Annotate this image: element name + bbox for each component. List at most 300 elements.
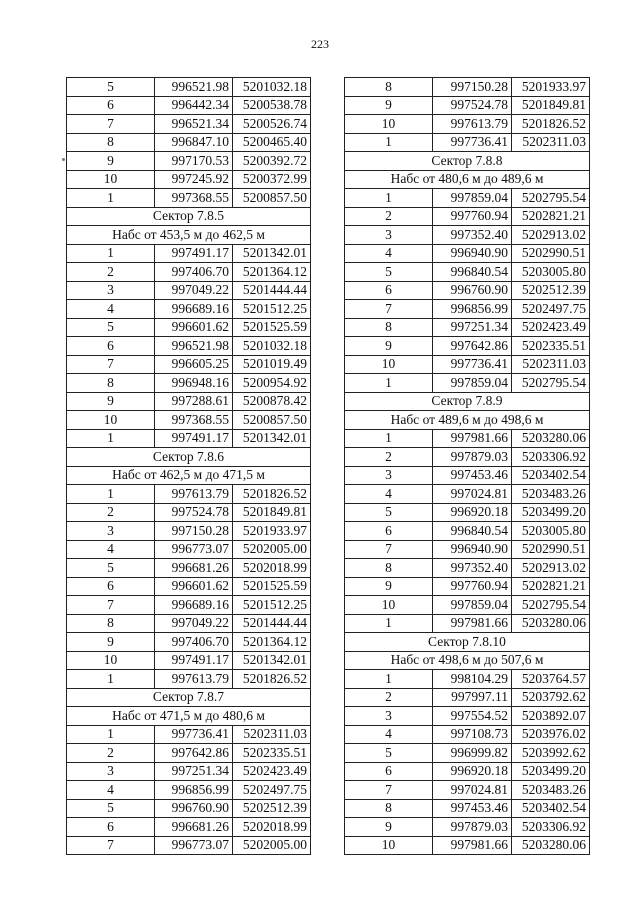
y-coordinate-cell: 5200538.78	[233, 96, 311, 115]
x-coordinate-cell: 997879.03	[433, 448, 512, 467]
x-coordinate-cell: 997491.17	[155, 244, 233, 263]
x-coordinate-cell: 997251.34	[433, 318, 512, 337]
y-coordinate-cell: 5202913.02	[512, 559, 590, 578]
point-number-cell: 9	[67, 152, 155, 171]
coordinate-row	[345, 781, 590, 800]
point-number-cell: 3	[345, 707, 433, 726]
x-coordinate-cell: 997981.66	[433, 614, 512, 633]
sector-heading: Сектор 7.8.10	[345, 633, 590, 652]
x-coordinate-cell: 997368.55	[155, 411, 233, 430]
x-coordinate-cell: 997736.41	[433, 355, 512, 374]
coordinate-row	[67, 429, 311, 448]
x-coordinate-cell: 997024.81	[433, 485, 512, 504]
point-number-cell: 2	[67, 263, 155, 282]
point-number-cell: 7	[345, 781, 433, 800]
point-number-cell: 1	[345, 133, 433, 152]
coordinate-row	[345, 133, 590, 152]
coordinate-row	[67, 78, 311, 97]
coordinate-row	[67, 244, 311, 263]
coordinate-row	[345, 522, 590, 541]
y-coordinate-cell: 5201364.12	[233, 263, 311, 282]
left-coordinates-column	[66, 77, 311, 855]
y-coordinate-cell: 5201364.12	[233, 633, 311, 652]
point-number-cell: 6	[345, 762, 433, 781]
y-coordinate-cell: 5202512.39	[233, 799, 311, 818]
y-coordinate-cell: 5203992.62	[512, 744, 590, 763]
point-number-cell: 6	[67, 96, 155, 115]
y-coordinate-cell: 5202423.49	[512, 318, 590, 337]
y-coordinate-cell: 5202018.99	[233, 559, 311, 578]
x-coordinate-cell: 996521.34	[155, 115, 233, 134]
coordinate-row	[67, 115, 311, 134]
point-number-cell: 2	[67, 503, 155, 522]
coordinate-row	[67, 781, 311, 800]
sector-heading-row	[67, 207, 311, 226]
coordinate-row	[67, 725, 311, 744]
y-coordinate-cell: 5202311.03	[233, 725, 311, 744]
point-number-cell: 5	[67, 799, 155, 818]
x-coordinate-cell: 996521.98	[155, 337, 233, 356]
coordinate-row	[67, 485, 311, 504]
coordinate-row	[345, 836, 590, 855]
x-coordinate-cell: 996856.99	[433, 300, 512, 319]
x-coordinate-cell: 997406.70	[155, 263, 233, 282]
coordinate-row	[345, 744, 590, 763]
point-number-cell: 1	[67, 485, 155, 504]
coordinate-row	[345, 337, 590, 356]
right-coordinates-table	[344, 77, 590, 855]
coordinate-row	[67, 355, 311, 374]
x-coordinate-cell: 997613.79	[155, 485, 233, 504]
y-coordinate-cell: 5201444.44	[233, 281, 311, 300]
point-number-cell: 6	[67, 818, 155, 837]
coordinate-row	[345, 189, 590, 208]
x-coordinate-cell: 996521.98	[155, 78, 233, 97]
x-coordinate-cell: 997736.41	[155, 725, 233, 744]
point-number-cell: 6	[67, 337, 155, 356]
point-number-cell: 6	[67, 577, 155, 596]
point-number-cell: 5	[67, 318, 155, 337]
point-number-cell: 1	[345, 374, 433, 393]
point-number-cell: 10	[345, 836, 433, 855]
point-number-cell: 7	[67, 836, 155, 855]
point-number-cell: 5	[67, 559, 155, 578]
coordinate-row	[67, 836, 311, 855]
y-coordinate-cell: 5201849.81	[512, 96, 590, 115]
point-number-cell: 3	[67, 522, 155, 541]
sector-heading-row	[345, 651, 590, 670]
y-coordinate-cell: 5201525.59	[233, 577, 311, 596]
x-coordinate-cell: 997760.94	[433, 577, 512, 596]
coordinate-row	[67, 614, 311, 633]
x-coordinate-cell: 997524.78	[155, 503, 233, 522]
point-number-cell: 3	[345, 466, 433, 485]
x-coordinate-cell: 997245.92	[155, 170, 233, 189]
coordinate-row	[67, 96, 311, 115]
y-coordinate-cell: 5201933.97	[233, 522, 311, 541]
x-coordinate-cell: 997760.94	[433, 207, 512, 226]
coordinate-row	[345, 503, 590, 522]
coordinate-row	[345, 448, 590, 467]
y-coordinate-cell: 5202335.51	[233, 744, 311, 763]
point-number-cell: 8	[67, 614, 155, 633]
x-coordinate-cell: 997642.86	[433, 337, 512, 356]
coordinate-row	[67, 318, 311, 337]
x-coordinate-cell: 997613.79	[155, 670, 233, 689]
point-number-cell: 3	[345, 226, 433, 245]
x-coordinate-cell: 997642.86	[155, 744, 233, 763]
x-coordinate-cell: 996840.54	[433, 263, 512, 282]
sector-heading: Сектор 7.8.6	[67, 448, 311, 467]
coordinate-row	[345, 374, 590, 393]
y-coordinate-cell: 5201826.52	[233, 670, 311, 689]
y-coordinate-cell: 5202990.51	[512, 244, 590, 263]
y-coordinate-cell: 5201525.59	[233, 318, 311, 337]
point-number-cell: 7	[67, 596, 155, 615]
point-number-cell: 9	[345, 337, 433, 356]
y-coordinate-cell: 5203280.06	[512, 614, 590, 633]
coordinate-row	[345, 577, 590, 596]
point-number-cell: 7	[345, 300, 433, 319]
y-coordinate-cell: 5201849.81	[233, 503, 311, 522]
sector-heading: Набс от 489,6 м до 498,6 м	[345, 411, 590, 430]
coordinate-row	[67, 559, 311, 578]
coordinate-row	[67, 596, 311, 615]
x-coordinate-cell: 997049.22	[155, 281, 233, 300]
point-number-cell: 4	[67, 300, 155, 319]
point-number-cell: 8	[345, 78, 433, 97]
x-coordinate-cell: 997352.40	[433, 559, 512, 578]
y-coordinate-cell: 5201826.52	[233, 485, 311, 504]
y-coordinate-cell: 5201019.49	[233, 355, 311, 374]
x-coordinate-cell: 998104.29	[433, 670, 512, 689]
y-coordinate-cell: 5203792.62	[512, 688, 590, 707]
point-number-cell: 7	[67, 115, 155, 134]
point-number-cell: 10	[345, 596, 433, 615]
coordinate-row	[67, 633, 311, 652]
x-coordinate-cell: 996773.07	[155, 540, 233, 559]
coordinate-row	[67, 540, 311, 559]
point-number-cell: 6	[345, 522, 433, 541]
x-coordinate-cell: 997491.17	[155, 651, 233, 670]
y-coordinate-cell: 5201342.01	[233, 244, 311, 263]
x-coordinate-cell: 996920.18	[433, 762, 512, 781]
coordinate-row	[67, 189, 311, 208]
sector-heading: Набс от 462,5 м до 471,5 м	[67, 466, 311, 485]
x-coordinate-cell: 997879.03	[433, 818, 512, 837]
coordinate-row	[345, 244, 590, 263]
sector-heading: Набс от 498,6 м до 507,6 м	[345, 651, 590, 670]
point-number-cell: 9	[67, 392, 155, 411]
point-number-cell: 9	[345, 577, 433, 596]
sector-heading-row	[67, 448, 311, 467]
point-number-cell: 6	[345, 281, 433, 300]
coordinate-row	[67, 133, 311, 152]
y-coordinate-cell: 5202005.00	[233, 540, 311, 559]
coordinate-row	[345, 226, 590, 245]
x-coordinate-cell: 997554.52	[433, 707, 512, 726]
coordinate-row	[345, 725, 590, 744]
sector-heading: Сектор 7.8.5	[67, 207, 311, 226]
sector-heading-row	[67, 226, 311, 245]
point-number-cell: 2	[345, 207, 433, 226]
x-coordinate-cell: 996940.90	[433, 244, 512, 263]
x-coordinate-cell: 996773.07	[155, 836, 233, 855]
point-number-cell: 1	[67, 244, 155, 263]
sector-heading-row	[67, 707, 311, 726]
y-coordinate-cell: 5203005.80	[512, 263, 590, 282]
x-coordinate-cell: 997170.53	[155, 152, 233, 171]
coordinate-row	[67, 411, 311, 430]
y-coordinate-cell: 5202311.03	[512, 133, 590, 152]
y-coordinate-cell: 5201933.97	[512, 78, 590, 97]
y-coordinate-cell: 5202018.99	[233, 818, 311, 837]
x-coordinate-cell: 997997.11	[433, 688, 512, 707]
y-coordinate-cell: 5201032.18	[233, 337, 311, 356]
x-coordinate-cell: 996847.10	[155, 133, 233, 152]
coordinate-row	[67, 762, 311, 781]
point-number-cell: 9	[345, 818, 433, 837]
sector-heading-row	[345, 633, 590, 652]
sector-heading: Сектор 7.8.7	[67, 688, 311, 707]
coordinate-row	[67, 300, 311, 319]
point-number-cell: 2	[345, 688, 433, 707]
x-coordinate-cell: 997288.61	[155, 392, 233, 411]
y-coordinate-cell: 5200857.50	[233, 411, 311, 430]
left-coordinates-table	[66, 77, 311, 855]
x-coordinate-cell: 997981.66	[433, 836, 512, 855]
sector-heading-row	[345, 411, 590, 430]
point-number-cell: 10	[67, 411, 155, 430]
coordinate-row	[345, 207, 590, 226]
x-coordinate-cell: 997150.28	[155, 522, 233, 541]
coordinate-row	[345, 96, 590, 115]
y-coordinate-cell: 5202512.39	[512, 281, 590, 300]
sector-heading: Набс от 480,6 м до 489,6 м	[345, 170, 590, 189]
coordinate-row	[345, 818, 590, 837]
point-number-cell: 8	[67, 133, 155, 152]
x-coordinate-cell: 996920.18	[433, 503, 512, 522]
right-coordinates-column	[344, 77, 590, 855]
x-coordinate-cell: 996601.62	[155, 577, 233, 596]
y-coordinate-cell: 5200372.99	[233, 170, 311, 189]
coordinate-row	[345, 596, 590, 615]
x-coordinate-cell: 997368.55	[155, 189, 233, 208]
sector-heading-row	[345, 170, 590, 189]
y-coordinate-cell: 5202497.75	[233, 781, 311, 800]
coordinate-row	[67, 337, 311, 356]
point-number-cell: 1	[345, 429, 433, 448]
point-number-cell: 7	[345, 540, 433, 559]
point-number-cell: 4	[345, 725, 433, 744]
coordinate-row	[345, 799, 590, 818]
x-coordinate-cell: 996999.82	[433, 744, 512, 763]
coordinate-row	[67, 374, 311, 393]
x-coordinate-cell: 996442.34	[155, 96, 233, 115]
point-number-cell: 3	[67, 762, 155, 781]
x-coordinate-cell: 997613.79	[433, 115, 512, 134]
sector-heading: Набс от 453,5 м до 462,5 м	[67, 226, 311, 245]
point-number-cell: 8	[345, 318, 433, 337]
x-coordinate-cell: 997736.41	[433, 133, 512, 152]
y-coordinate-cell: 5201512.25	[233, 300, 311, 319]
coordinate-row	[67, 522, 311, 541]
point-number-cell: 10	[67, 651, 155, 670]
x-coordinate-cell: 996605.25	[155, 355, 233, 374]
coordinate-row	[67, 744, 311, 763]
point-number-cell: 10	[67, 170, 155, 189]
y-coordinate-cell: 5201826.52	[512, 115, 590, 134]
coordinate-row	[67, 170, 311, 189]
coordinate-row	[67, 503, 311, 522]
point-number-cell: 3	[67, 281, 155, 300]
coordinate-row	[67, 281, 311, 300]
point-number-cell: 2	[345, 448, 433, 467]
x-coordinate-cell: 996689.16	[155, 596, 233, 615]
y-coordinate-cell: 5203280.06	[512, 836, 590, 855]
x-coordinate-cell: 997524.78	[433, 96, 512, 115]
x-coordinate-cell: 997859.04	[433, 374, 512, 393]
y-coordinate-cell: 5203306.92	[512, 448, 590, 467]
point-number-cell: 4	[345, 244, 433, 263]
y-coordinate-cell: 5202913.02	[512, 226, 590, 245]
coordinate-row	[67, 818, 311, 837]
point-number-cell: 5	[67, 78, 155, 97]
sector-heading: Сектор 7.8.8	[345, 152, 590, 171]
page-number: 223	[311, 37, 329, 51]
y-coordinate-cell: 5203483.26	[512, 781, 590, 800]
x-coordinate-cell: 996760.90	[433, 281, 512, 300]
x-coordinate-cell: 996681.26	[155, 818, 233, 837]
x-coordinate-cell: 997453.46	[433, 466, 512, 485]
y-coordinate-cell: 5202990.51	[512, 540, 590, 559]
y-coordinate-cell: 5203005.80	[512, 522, 590, 541]
coordinate-row	[67, 670, 311, 689]
x-coordinate-cell: 997049.22	[155, 614, 233, 633]
y-coordinate-cell: 5202423.49	[233, 762, 311, 781]
scan-mark	[62, 158, 65, 161]
x-coordinate-cell: 996948.16	[155, 374, 233, 393]
y-coordinate-cell: 5200526.74	[233, 115, 311, 134]
y-coordinate-cell: 5202821.21	[512, 577, 590, 596]
y-coordinate-cell: 5203280.06	[512, 429, 590, 448]
sector-heading-row	[67, 688, 311, 707]
sector-heading-row	[345, 392, 590, 411]
y-coordinate-cell: 5202795.54	[512, 374, 590, 393]
x-coordinate-cell: 997406.70	[155, 633, 233, 652]
point-number-cell: 2	[67, 744, 155, 763]
sector-heading-row	[345, 152, 590, 171]
x-coordinate-cell: 996940.90	[433, 540, 512, 559]
coordinate-row	[345, 355, 590, 374]
coordinate-row	[345, 614, 590, 633]
point-number-cell: 5	[345, 263, 433, 282]
point-number-cell: 7	[67, 355, 155, 374]
coordinate-row	[345, 688, 590, 707]
point-number-cell: 10	[345, 355, 433, 374]
y-coordinate-cell: 5202335.51	[512, 337, 590, 356]
coordinate-row	[345, 429, 590, 448]
y-coordinate-cell: 5202795.54	[512, 189, 590, 208]
y-coordinate-cell: 5200857.50	[233, 189, 311, 208]
point-number-cell: 4	[345, 485, 433, 504]
point-number-cell: 4	[67, 540, 155, 559]
x-coordinate-cell: 997981.66	[433, 429, 512, 448]
point-number-cell: 9	[345, 96, 433, 115]
sector-heading: Набс от 471,5 м до 480,6 м	[67, 707, 311, 726]
coordinate-row	[345, 300, 590, 319]
x-coordinate-cell: 997352.40	[433, 226, 512, 245]
y-coordinate-cell: 5201032.18	[233, 78, 311, 97]
y-coordinate-cell: 5202005.00	[233, 836, 311, 855]
x-coordinate-cell: 996760.90	[155, 799, 233, 818]
coordinate-row	[67, 152, 311, 171]
x-coordinate-cell: 997453.46	[433, 799, 512, 818]
x-coordinate-cell: 997859.04	[433, 189, 512, 208]
y-coordinate-cell: 5203892.07	[512, 707, 590, 726]
coordinate-row	[67, 799, 311, 818]
point-number-cell: 1	[67, 725, 155, 744]
coordinate-row	[345, 559, 590, 578]
y-coordinate-cell: 5200465.40	[233, 133, 311, 152]
y-coordinate-cell: 5202311.03	[512, 355, 590, 374]
y-coordinate-cell: 5203402.54	[512, 466, 590, 485]
y-coordinate-cell: 5202821.21	[512, 207, 590, 226]
y-coordinate-cell: 5202497.75	[512, 300, 590, 319]
coordinate-row	[67, 392, 311, 411]
y-coordinate-cell: 5201444.44	[233, 614, 311, 633]
x-coordinate-cell: 997491.17	[155, 429, 233, 448]
coordinate-row	[345, 762, 590, 781]
point-number-cell: 1	[345, 189, 433, 208]
y-coordinate-cell: 5203764.57	[512, 670, 590, 689]
point-number-cell: 4	[67, 781, 155, 800]
y-coordinate-cell: 5203483.26	[512, 485, 590, 504]
coordinate-row	[67, 263, 311, 282]
x-coordinate-cell: 997024.81	[433, 781, 512, 800]
x-coordinate-cell: 997108.73	[433, 725, 512, 744]
x-coordinate-cell: 996689.16	[155, 300, 233, 319]
coordinate-row	[345, 670, 590, 689]
point-number-cell: 9	[67, 633, 155, 652]
coordinate-row	[345, 466, 590, 485]
point-number-cell: 1	[345, 670, 433, 689]
point-number-cell: 5	[345, 744, 433, 763]
sector-heading: Сектор 7.8.9	[345, 392, 590, 411]
point-number-cell: 10	[345, 115, 433, 134]
coordinate-row	[345, 540, 590, 559]
point-number-cell: 1	[67, 429, 155, 448]
y-coordinate-cell: 5203976.02	[512, 725, 590, 744]
y-coordinate-cell: 5201342.01	[233, 429, 311, 448]
y-coordinate-cell: 5201342.01	[233, 651, 311, 670]
sector-heading-row	[67, 466, 311, 485]
point-number-cell: 8	[345, 799, 433, 818]
y-coordinate-cell: 5200392.72	[233, 152, 311, 171]
x-coordinate-cell: 996840.54	[433, 522, 512, 541]
coordinate-row	[345, 318, 590, 337]
x-coordinate-cell: 996601.62	[155, 318, 233, 337]
x-coordinate-cell: 997859.04	[433, 596, 512, 615]
x-coordinate-cell: 996681.26	[155, 559, 233, 578]
y-coordinate-cell: 5200954.92	[233, 374, 311, 393]
x-coordinate-cell: 997251.34	[155, 762, 233, 781]
coordinate-row	[345, 78, 590, 97]
x-coordinate-cell: 997150.28	[433, 78, 512, 97]
coordinate-row	[345, 263, 590, 282]
y-coordinate-cell: 5203306.92	[512, 818, 590, 837]
y-coordinate-cell: 5201512.25	[233, 596, 311, 615]
